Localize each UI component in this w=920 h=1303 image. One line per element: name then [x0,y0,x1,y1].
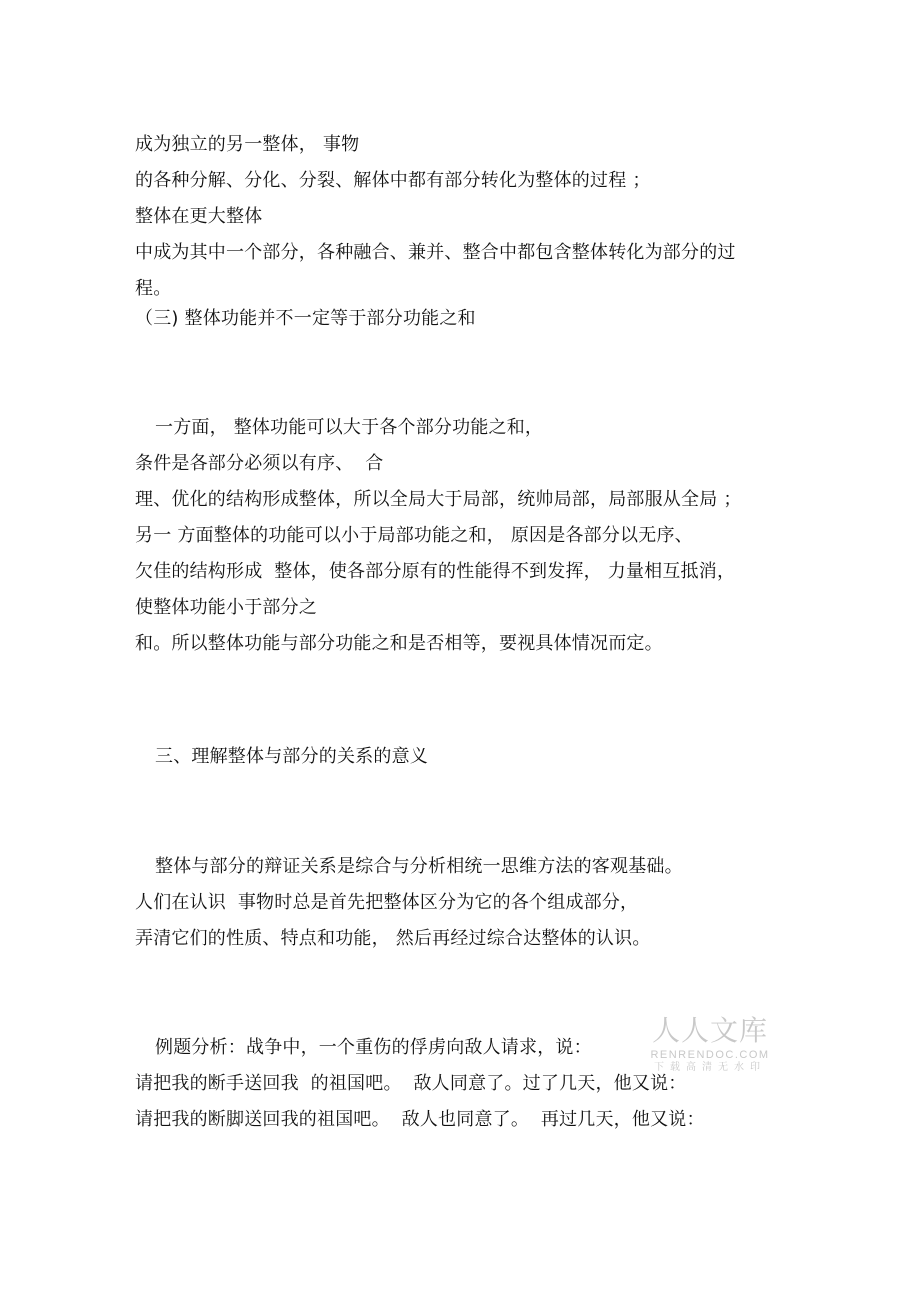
text-line: 使整体功能小于部分之 [135,597,317,618]
watermark-title: 人人文库 [651,1014,768,1047]
text-line: 请把我的断手送回我 的祖国吧。 敌人同意了。过了几天，他又说： [135,1073,687,1094]
text-line: 理、优化的结构形成整体，所以全局大于局部，统帅局部，局部服从全局 ； [135,489,742,510]
watermark-url: RENRENDOC.COM [650,1049,770,1061]
section-heading: （三) 整体功能并不一定等于部分功能之和 [135,308,476,329]
text-line: 请把我的断脚送回我的祖国吧。 敌人也同意了。 再过几天，他又说： [135,1109,705,1130]
text-line: 人们在认识 事物时总是首先把整体区分为它的各个组成部分， [135,892,639,913]
text-line: 欠佳的结构形成 整体，使各部分原有的性能得不到发挥， 力量相互抵消， [135,561,736,582]
paragraph-first-line: 例题分析：战争中，一个重伤的俘虏向敌人请求，说： [155,1037,592,1058]
text-line: 整体在更大整体 [135,206,263,227]
text-line: 和。所以整体功能与部分功能之和是否相等，要视具体情况而定。 [135,633,663,654]
text-line: 成为独立的另一整体， 事物 [135,134,360,155]
text-line: 条件是各部分必须以有序、 合 [135,453,384,474]
text-line: 弄清它们的性质、特点和功能， 然后再经过综合达整体的认识。 [135,928,651,949]
watermark-subtitle: 下载高清无水印 [654,1062,766,1073]
text-line: 中成为其中一个部分，各种融合、兼并、整合中都包含整体转化为部分的过 [135,242,736,263]
text-line: 的各种分解、分化、分裂、解体中都有部分转化为整体的过程 ； [135,170,651,191]
watermark-logo [646,1014,774,1074]
text-line: 程。 [135,278,172,299]
section-heading: 三、理解整体与部分的关系的意义 [155,746,428,767]
paragraph-first-line: 整体与部分的辩证关系是综合与分析相统一思维方法的客观基础。 [155,856,683,877]
paragraph-first-line: 一方面， 整体功能可以大于各个部分功能之和， [155,417,544,438]
text-line: 另一 方面整体的功能可以小于局部功能之和， 原因是各部分以无序、 [135,525,693,546]
